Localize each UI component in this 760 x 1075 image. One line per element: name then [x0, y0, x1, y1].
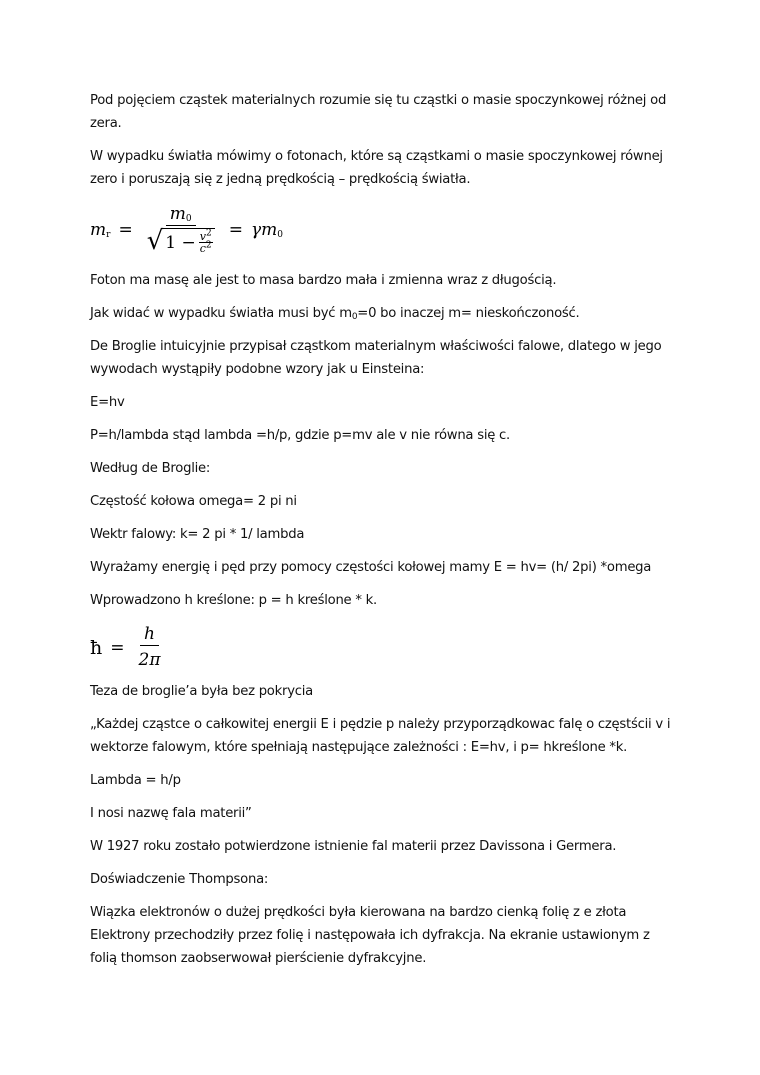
sqrt-symbol: √ 1 − $\frac{v^2}{c^2}$: [147, 228, 215, 254]
formula-fraction: [147, 204, 215, 256]
paragraph-photons: W wypadku światła mówimy o fotonach, które są cząstkami o masie spoczynkowej równej zero i poruszają się z jedną prędkością – prędkością światła.: [90, 149, 663, 187]
paragraph-m0-zero: Jak widać w wypadku światła musi być $m_0=0$ bo inaczej m= nieskończoność.: [90, 306, 580, 322]
paragraph-thompson: Doświadczenie Thompsona:: [90, 872, 269, 887]
paragraph-rest-mass: Pod pojęciem cząstek materialnych rozumie się tu cząstki o masie spoczynkowej różnej od zera.: [90, 93, 667, 131]
v-over-c-fraction: $\frac{v^2}{c^2}$: [199, 228, 212, 255]
paragraph-1927: W 1927 roku zostało potwierdzone istnienie fal materii przez Davissona i Germera.: [90, 839, 617, 854]
paragraph-electron-beam: Wiązka elektronów o dużej prędkości była kierowana na bardzo cienką folię z e złota Elektrony przechodziły przez folię i następowała ich dyfrakcja. Na ekranie ustawionym z folią thomson zaobserwował pierścienie dyfrakcyjne.: [90, 905, 650, 966]
paragraph-lambda: Lambda = h/p: [90, 773, 181, 788]
document-page: [90, 89, 680, 980]
paragraph-wave-vector: Wektr falowy: k= 2 pi * 1/ lambda: [90, 527, 305, 542]
paragraph-according: Według de Broglie:: [90, 461, 211, 476]
paragraph-photon-mass: Foton ma masę ale jest to masa bardzo mała i zmienna wraz z długością.: [90, 273, 557, 288]
formula-equals: =: [118, 219, 133, 240]
paragraph-p-lambda: P=h/lambda stąd lambda =h/p, gdzie p=mv ale v nie równa się c.: [90, 428, 510, 443]
paragraph-thesis: Teza de broglie’a była bez pokrycia: [90, 684, 313, 699]
formula-lhs: $m_r$: [90, 219, 111, 240]
paragraph-omega: Częstość kołowa omega= 2 pi ni: [90, 494, 297, 509]
paragraph-quote: „Każdej cząstce o całkowitej energii E i pędzie p należy przyporządkowac falę o częstścii v i wektorze falowym, które spełniają następujące zależności : E=hv, i p= hkreślone *k.: [90, 717, 671, 755]
formula-gamma-term: $\gamma m_0$: [250, 219, 283, 240]
paragraph-h-bar: Wprowadzono h kreślone: p = h kreślone * k.: [90, 593, 377, 608]
paragraph-energy-momentum: Wyrażamy energię i pęd przy pomocy częstości kołowej mamy E = hv= (h/ 2pi) *omega: [90, 560, 652, 575]
paragraph-de-broglie: De Broglie intuicyjnie przypisał cząstkom materialnym właściwości falowe, dlatego w jego wywodach wystąpiły podobne wzory jak u Einsteina:: [90, 339, 662, 377]
formula2-fraction: $\frac{h}{2\pi}$: [138, 624, 161, 670]
hbar-symbol: ħ: [90, 636, 103, 659]
formula-numerator: $m_0$: [166, 204, 196, 226]
formula2-equals: =: [110, 637, 125, 658]
paragraph-e-hv: E=hv: [90, 395, 125, 410]
paragraph-matter-wave: I nosi nazwę fala materii”: [90, 806, 252, 821]
formula-relativistic-mass: [90, 201, 680, 259]
formula-equals-2: =: [228, 219, 243, 240]
formula-hbar: [90, 622, 680, 674]
formula-denominator: [147, 226, 215, 256]
